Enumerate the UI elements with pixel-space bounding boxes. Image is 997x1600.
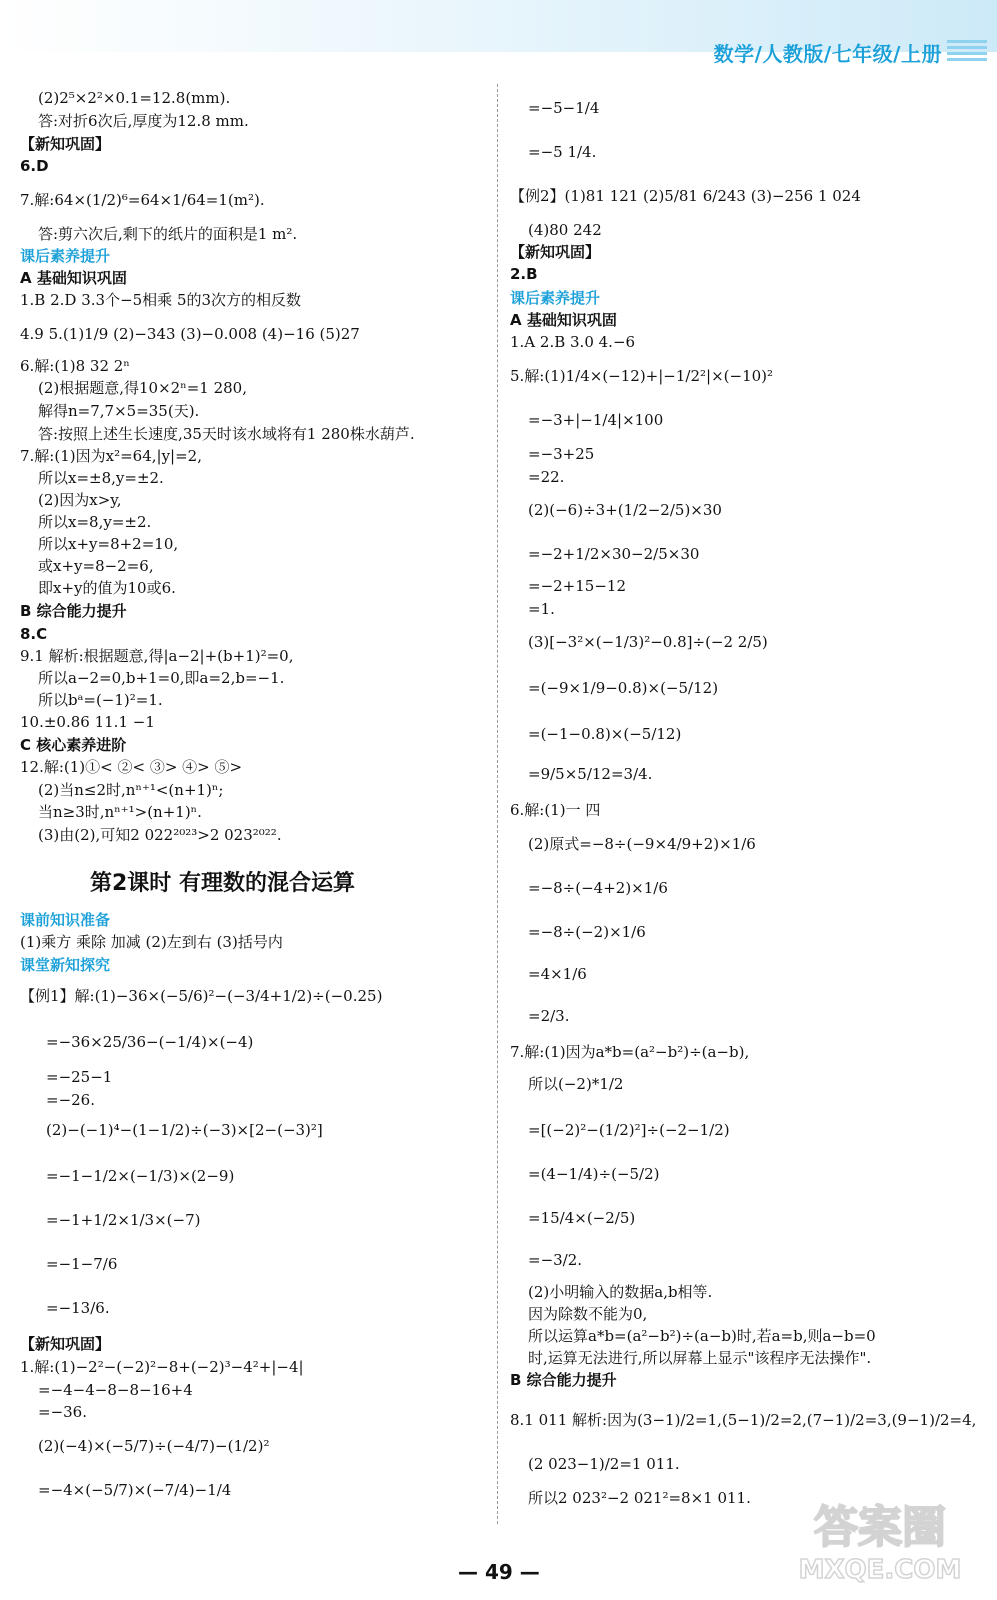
watermark-logo <box>785 1490 975 1585</box>
answer-line: (2)当n≤2时,nⁿ⁺¹<(n+1)ⁿ; <box>38 781 224 799</box>
example-line: 【例1】解:(1)−36×(−5/6)²−(−3/4+1/2)÷(−0.25) <box>20 987 383 1005</box>
answer-line: (1)乘方 乘除 加减 (2)左到右 (3)括号内 <box>20 933 283 951</box>
answer-line: =15/4×(−2/5) <box>528 1209 636 1227</box>
answer-line: =−3+25 <box>528 445 595 463</box>
example-line: =−1−1/2×(−1/3)×(2−9) <box>46 1167 235 1185</box>
answer-line: (2)原式=−8÷(−9×4/9+2)×1/6 <box>528 835 756 853</box>
answer-line: (2 023−1)/2=1 011. <box>528 1455 680 1473</box>
answer-line: (2)因为x>y, <box>38 491 122 509</box>
answer-line: 9.1 解析:根据题意,得|a−2|+(b+1)²=0, <box>20 647 294 665</box>
answer-line: 10.±0.86 11.1 −1 <box>20 713 155 731</box>
answer-line: 所以bᵃ=(−1)²=1. <box>38 691 163 709</box>
answer-line: 所以x=8,y=±2. <box>38 513 152 531</box>
answer-line: 即x+y的值为10或6. <box>38 579 176 597</box>
answer-line: =[(−2)²−(1/2)²]÷(−2−1/2) <box>528 1121 730 1139</box>
answer-line: =−4×(−5/7)×(−7/4)−1/4 <box>38 1481 232 1499</box>
answer-line: =−8÷(−2)×1/6 <box>528 923 646 941</box>
answer-line: 所以x=±8,y=±2. <box>38 469 164 487</box>
answer-line: =(−1−0.8)×(−5/12) <box>528 725 682 743</box>
answer-line: =22. <box>528 468 565 486</box>
answer-line: =−4−4−8−8−16+4 <box>38 1381 193 1399</box>
answer-line: =(−9×1/9−0.8)×(−5/12) <box>528 679 719 697</box>
subsection-heading: B 综合能力提升 <box>510 1371 617 1389</box>
answer-line: =4×1/6 <box>528 965 587 983</box>
answer-line: =9/5×5/12=3/4. <box>528 765 653 783</box>
example-line: =−36×25/36−(−1/4)×(−4) <box>46 1033 254 1051</box>
example-line: =−26. <box>46 1091 95 1109</box>
answer-line: =−5−1/4 <box>528 99 600 117</box>
answer-line: =−2+15−12 <box>528 577 626 595</box>
section-heading: 课堂新知探究 <box>20 956 111 974</box>
answer-line: 7.解:(1)因为x²=64,|y|=2, <box>20 447 202 465</box>
header-decoration <box>947 40 987 62</box>
subsection-heading: C 核心素养进阶 <box>20 736 127 754</box>
answer-line: =−3+|−1/4|×100 <box>528 411 664 429</box>
answer-line: 当n≥3时,nⁿ⁺¹>(n+1)ⁿ. <box>38 803 202 821</box>
section-label: 【新知巩固】 <box>510 243 601 261</box>
answer-line: 时,运算无法进行,所以屏幕上显示"该程序无法操作". <box>528 1349 872 1367</box>
answer-line: (2)2⁵×2²×0.1=12.8(mm). <box>38 89 231 107</box>
subsection-heading: A 基础知识巩固 <box>510 311 617 329</box>
answer-line: 4.9 5.(1)1/9 (2)−343 (3)−0.008 (4)−16 (5)27 <box>20 325 360 343</box>
answer-line: 8.C <box>20 625 48 643</box>
section-heading: 课前知识准备 <box>20 911 111 929</box>
answer-line: 解得n=7,7×5=35(天). <box>38 402 200 420</box>
answer-line: 7.解:(1)因为a*b=(a²−b²)÷(a−b), <box>510 1043 750 1061</box>
answer-line: 答:按照上述生长速度,35天时该水域将有1 280株水葫芦. <box>38 425 415 443</box>
answer-line: =2/3. <box>528 1007 570 1025</box>
answer-line: 6.解:(1)一 四 <box>510 801 601 819</box>
answer-line: 2.B <box>510 265 538 283</box>
answer-line: =(4−1/4)÷(−5/2) <box>528 1165 660 1183</box>
answer-line: 因为除数不能为0, <box>528 1305 648 1323</box>
answer-line: 答:对折6次后,厚度为12.8 mm. <box>38 112 249 130</box>
answer-line: 5.解:(1)1/4×(−12)+|−1/2²|×(−10)² <box>510 367 774 385</box>
example-line: (2)−(−1)⁴−(1−1/2)÷(−3)×[2−(−3)²] <box>46 1121 323 1139</box>
answer-line: 答:剪六次后,剩下的纸片的面积是1 m². <box>38 225 298 243</box>
answer-line: (2)(−4)×(−5/7)÷(−4/7)−(1/2)² <box>38 1437 270 1455</box>
example-line: 【例2】(1)81 121 (2)5/81 6/243 (3)−256 1 024 <box>510 187 861 205</box>
answer-line: (3)[−3²×(−1/3)²−0.8]÷(−2 2/5) <box>528 633 768 651</box>
answer-line: 12.解:(1)①< ②< ③> ④> ⑤> <box>20 758 243 776</box>
answer-line: =1. <box>528 600 555 618</box>
answer-line: =−8÷(−4+2)×1/6 <box>528 879 668 897</box>
answer-line: 6.解:(1)8 32 2ⁿ <box>20 357 130 375</box>
header-title: 数学/人教版/七年级/上册 <box>713 42 942 66</box>
section-label: 【新知巩固】 <box>20 1335 111 1353</box>
section-label: 【新知巩固】 <box>20 135 111 153</box>
example-line: =−1+1/2×1/3×(−7) <box>46 1211 201 1229</box>
answer-line: 所以a−2=0,b+1=0,即a=2,b=−1. <box>38 669 285 687</box>
example-line: =−1−7/6 <box>46 1255 118 1273</box>
answer-line: =−2+1/2×30−2/5×30 <box>528 545 700 563</box>
section-heading: 课后素养提升 <box>20 247 111 265</box>
column-divider <box>497 84 498 1524</box>
section-heading: 课后素养提升 <box>510 289 601 307</box>
answer-line: 8.1 011 解析:因为(3−1)/2=1,(5−1)/2=2,(7−1)/2=3,(9−1)/2=4, <box>510 1411 977 1429</box>
page-number: — 49 — <box>458 1560 540 1584</box>
answer-line: 1.A 2.B 3.0 4.−6 <box>510 333 636 351</box>
answer-line: 所以x+y=8+2=10, <box>38 535 179 553</box>
answer-line: 所以运算a*b=(a²−b²)÷(a−b)时,若a=b,则a−b=0 <box>528 1327 876 1345</box>
subsection-heading: B 综合能力提升 <box>20 602 127 620</box>
answer-line: (2)(−6)÷3+(1/2−2/5)×30 <box>528 501 722 519</box>
example-line: =−25−1 <box>46 1068 113 1086</box>
answer-line: 或x+y=8−2=6, <box>38 557 154 575</box>
answer-line: =−3/2. <box>528 1251 583 1269</box>
answer-line: 所以2 023²−2 021²=8×1 011. <box>528 1489 751 1507</box>
subsection-heading: A 基础知识巩固 <box>20 269 127 287</box>
answer-line: 7.解:64×(1/2)⁶=64×1/64=1(m²). <box>20 191 265 209</box>
answer-line: 6.D <box>20 157 49 175</box>
example-line: (4)80 242 <box>528 221 602 239</box>
answer-line: =−5 1/4. <box>528 143 597 161</box>
answer-line: =−36. <box>38 1403 87 1421</box>
answer-line: 1.B 2.D 3.3个−5相乘 5的3次方的相反数 <box>20 291 302 309</box>
answer-line: (3)由(2),可知2 022²⁰²³>2 023²⁰²². <box>38 826 282 844</box>
answer-line: (2)根据题意,得10×2ⁿ=1 280, <box>38 379 247 397</box>
answer-line: (2)小明输入的数据a,b相等. <box>528 1283 713 1301</box>
watermark-text: 答案圈 <box>814 1502 946 1553</box>
answer-line: 1.解:(1)−2²−(−2)²−8+(−2)³−4²+|−4| <box>20 1358 304 1376</box>
example-line: =−13/6. <box>46 1299 110 1317</box>
watermark-url: MXQE.COM <box>798 1555 962 1585</box>
answer-line: 所以(−2)*1/2 <box>528 1075 624 1093</box>
lesson-title: 第2课时 有理数的混合运算 <box>90 871 355 896</box>
